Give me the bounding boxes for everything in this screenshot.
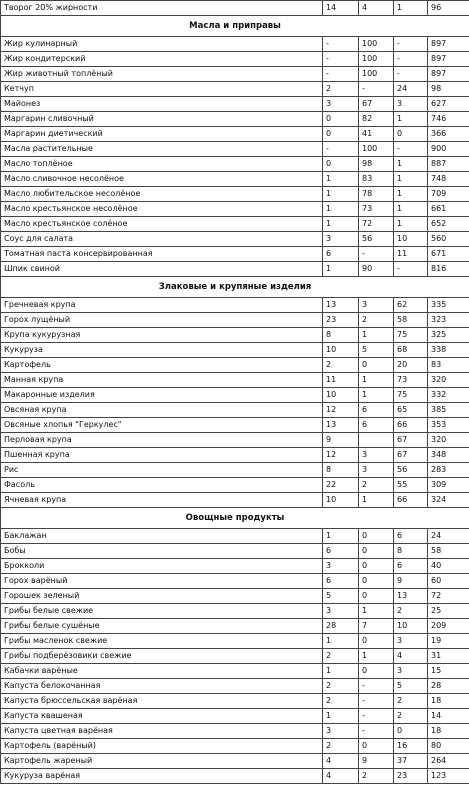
product-name-cell: Перловая крупа: [1, 433, 323, 448]
product-name-cell: Творог 20% жирности: [1, 1, 323, 16]
product-name-cell: Маргарин диетический: [1, 127, 323, 142]
table-row: [1, 649, 469, 664]
calories-cell: 283: [428, 463, 469, 478]
table-row: [1, 217, 469, 232]
calories-cell: 18: [428, 724, 469, 739]
fat-cell: 67: [359, 97, 394, 112]
table-row: [1, 634, 469, 649]
calories-cell: 25: [428, 604, 469, 619]
protein-cell: 3: [323, 559, 359, 574]
calories-cell: 348: [428, 448, 469, 463]
table-row: [1, 388, 469, 403]
section-header-row: [1, 16, 469, 37]
carbs-cell: 6: [394, 559, 428, 574]
product-name-cell: Брокколи: [1, 559, 323, 574]
carbs-cell: 1: [394, 217, 428, 232]
product-name-cell: Фасоль: [1, 478, 323, 493]
carbs-cell: 37: [394, 754, 428, 769]
table-row: [1, 232, 469, 247]
table-row: [1, 262, 469, 277]
fat-cell: -: [359, 679, 394, 694]
table-row: [1, 694, 469, 709]
calories-cell: 309: [428, 478, 469, 493]
table-row: [1, 604, 469, 619]
product-name-cell: Майонез: [1, 97, 323, 112]
fat-cell: 90: [359, 262, 394, 277]
calories-cell: 15: [428, 664, 469, 679]
carbs-cell: 66: [394, 493, 428, 508]
calories-cell: 652: [428, 217, 469, 232]
calories-cell: 709: [428, 187, 469, 202]
calories-cell: 18: [428, 694, 469, 709]
fat-cell: 73: [359, 202, 394, 217]
carbs-cell: 55: [394, 478, 428, 493]
fat-cell: 72: [359, 217, 394, 232]
fat-cell: -: [359, 694, 394, 709]
product-name-cell: Масло топлёное: [1, 157, 323, 172]
protein-cell: -: [323, 37, 359, 52]
calories-cell: 123: [428, 769, 469, 784]
protein-cell: 14: [323, 1, 359, 16]
table-row: [1, 52, 469, 67]
product-name-cell: Масла растительные: [1, 142, 323, 157]
protein-cell: 6: [323, 247, 359, 262]
carbs-cell: 16: [394, 739, 428, 754]
carbs-cell: 9: [394, 574, 428, 589]
table-row: [1, 328, 469, 343]
product-name-cell: Грибы подберёзовики свежие: [1, 649, 323, 664]
table-row: [1, 298, 469, 313]
product-name-cell: Жир кондитерский: [1, 52, 323, 67]
protein-cell: 4: [323, 769, 359, 784]
table-row: [1, 493, 469, 508]
protein-cell: -: [323, 67, 359, 82]
product-name-cell: Бобы: [1, 544, 323, 559]
fat-cell: 0: [359, 544, 394, 559]
protein-cell: 2: [323, 739, 359, 754]
carbs-cell: 2: [394, 694, 428, 709]
product-name-cell: Капуста брюссельская варёная: [1, 694, 323, 709]
fat-cell: 9: [359, 754, 394, 769]
fat-cell: -: [359, 724, 394, 739]
calories-cell: 98: [428, 82, 469, 97]
product-name-cell: Капуста белокочанная: [1, 679, 323, 694]
calories-cell: 96: [428, 1, 469, 16]
calories-cell: 816: [428, 262, 469, 277]
calories-cell: 332: [428, 388, 469, 403]
fat-cell: 0: [359, 574, 394, 589]
calories-cell: 28: [428, 679, 469, 694]
protein-cell: 10: [323, 388, 359, 403]
table-row: [1, 478, 469, 493]
calories-cell: 661: [428, 202, 469, 217]
carbs-cell: 4: [394, 649, 428, 664]
table-row: [1, 403, 469, 418]
table-row: [1, 1, 469, 16]
table-row: [1, 172, 469, 187]
calories-cell: 323: [428, 313, 469, 328]
carbs-cell: -: [394, 37, 428, 52]
calories-cell: 887: [428, 157, 469, 172]
fat-cell: -: [359, 709, 394, 724]
product-name-cell: Масло сливочное несолёное: [1, 172, 323, 187]
calories-cell: 335: [428, 298, 469, 313]
calories-cell: 560: [428, 232, 469, 247]
product-name-cell: Ячневая крупа: [1, 493, 323, 508]
protein-cell: 11: [323, 373, 359, 388]
product-name-cell: Шпик свиной: [1, 262, 323, 277]
calories-cell: 14: [428, 709, 469, 724]
table-row: [1, 724, 469, 739]
fat-cell: 0: [359, 634, 394, 649]
fat-cell: 100: [359, 67, 394, 82]
protein-cell: 2: [323, 649, 359, 664]
fat-cell: 0: [359, 739, 394, 754]
carbs-cell: 1: [394, 157, 428, 172]
product-name-cell: Томатная паста консервированная: [1, 247, 323, 262]
carbs-cell: -: [394, 67, 428, 82]
fat-cell: 100: [359, 37, 394, 52]
fat-cell: 3: [359, 448, 394, 463]
table-row: [1, 127, 469, 142]
table-row: [1, 67, 469, 82]
protein-cell: 23: [323, 313, 359, 328]
carbs-cell: 73: [394, 373, 428, 388]
table-row: [1, 157, 469, 172]
protein-cell: 4: [323, 754, 359, 769]
table-row: [1, 37, 469, 52]
table-row: [1, 433, 469, 448]
table-row: [1, 202, 469, 217]
product-name-cell: Горох лущёный: [1, 313, 323, 328]
fat-cell: 0: [359, 358, 394, 373]
calories-cell: 24: [428, 529, 469, 544]
fat-cell: 2: [359, 313, 394, 328]
carbs-cell: 20: [394, 358, 428, 373]
fat-cell: 0: [359, 589, 394, 604]
table-row: [1, 559, 469, 574]
product-name-cell: Макаронные изделия: [1, 388, 323, 403]
calories-cell: 264: [428, 754, 469, 769]
fat-cell: 1: [359, 328, 394, 343]
carbs-cell: 66: [394, 418, 428, 433]
carbs-cell: 5: [394, 679, 428, 694]
table-row: [1, 373, 469, 388]
calories-cell: 627: [428, 97, 469, 112]
product-name-cell: Грибы масленок свежие: [1, 634, 323, 649]
protein-cell: 3: [323, 97, 359, 112]
protein-cell: 3: [323, 724, 359, 739]
calories-cell: 60: [428, 574, 469, 589]
table-row: [1, 358, 469, 373]
product-name-cell: Масло любительское несолёное: [1, 187, 323, 202]
fat-cell: 100: [359, 52, 394, 67]
product-name-cell: Жир кулинарный: [1, 37, 323, 52]
table-row: [1, 664, 469, 679]
fat-cell: 98: [359, 157, 394, 172]
protein-cell: 1: [323, 217, 359, 232]
product-name-cell: Баклажан: [1, 529, 323, 544]
carbs-cell: 0: [394, 127, 428, 142]
carbs-cell: 1: [394, 187, 428, 202]
protein-cell: 13: [323, 298, 359, 313]
fat-cell: 100: [359, 142, 394, 157]
protein-cell: 1: [323, 709, 359, 724]
section-header-row: [1, 277, 469, 298]
calories-cell: 19: [428, 634, 469, 649]
carbs-cell: -: [394, 52, 428, 67]
fat-cell: 0: [359, 529, 394, 544]
calories-cell: 338: [428, 343, 469, 358]
carbs-cell: 2: [394, 604, 428, 619]
product-name-cell: Масло крестьянское солёное: [1, 217, 323, 232]
calories-cell: 40: [428, 559, 469, 574]
table-row: [1, 679, 469, 694]
table-row: [1, 463, 469, 478]
product-name-cell: Капуста квашеная: [1, 709, 323, 724]
product-name-cell: Картофель (варёный): [1, 739, 323, 754]
calories-cell: 324: [428, 493, 469, 508]
calories-cell: 31: [428, 649, 469, 664]
product-name-cell: Картофель: [1, 358, 323, 373]
calories-cell: 671: [428, 247, 469, 262]
carbs-cell: 8: [394, 544, 428, 559]
protein-cell: 6: [323, 544, 359, 559]
protein-cell: 3: [323, 232, 359, 247]
protein-cell: 1: [323, 664, 359, 679]
carbs-cell: 3: [394, 664, 428, 679]
carbs-cell: 11: [394, 247, 428, 262]
fat-cell: 6: [359, 418, 394, 433]
calories-cell: 353: [428, 418, 469, 433]
carbs-cell: 24: [394, 82, 428, 97]
table-row: [1, 574, 469, 589]
product-name-cell: Картофель жареный: [1, 754, 323, 769]
fat-cell: 1: [359, 493, 394, 508]
section-title: Злаковые и крупяные изделия: [1, 277, 469, 298]
protein-cell: 12: [323, 448, 359, 463]
protein-cell: 1: [323, 187, 359, 202]
product-name-cell: Жир животный топлёный: [1, 67, 323, 82]
calories-cell: 900: [428, 142, 469, 157]
carbs-cell: 65: [394, 403, 428, 418]
carbs-cell: 58: [394, 313, 428, 328]
carbs-cell: 1: [394, 172, 428, 187]
product-name-cell: Грибы белые свежие: [1, 604, 323, 619]
fat-cell: [359, 433, 394, 448]
fat-cell: 1: [359, 373, 394, 388]
calories-cell: 58: [428, 544, 469, 559]
table-row: [1, 313, 469, 328]
protein-cell: 0: [323, 157, 359, 172]
table-row: [1, 97, 469, 112]
carbs-cell: 56: [394, 463, 428, 478]
protein-cell: 0: [323, 127, 359, 142]
table-row: [1, 82, 469, 97]
table-row: [1, 343, 469, 358]
protein-cell: 6: [323, 574, 359, 589]
protein-cell: 9: [323, 433, 359, 448]
table-row: [1, 529, 469, 544]
protein-cell: 8: [323, 463, 359, 478]
calories-cell: 209: [428, 619, 469, 634]
carbs-cell: 75: [394, 328, 428, 343]
calories-cell: 748: [428, 172, 469, 187]
carbs-cell: 3: [394, 634, 428, 649]
calories-cell: 320: [428, 433, 469, 448]
fat-cell: 4: [359, 1, 394, 16]
section-title: Овощные продукты: [1, 508, 469, 529]
fat-cell: 6: [359, 403, 394, 418]
table-row: [1, 769, 469, 784]
fat-cell: 0: [359, 664, 394, 679]
product-name-cell: Кетчуп: [1, 82, 323, 97]
fat-cell: -: [359, 247, 394, 262]
fat-cell: 3: [359, 463, 394, 478]
product-name-cell: Горошек зеленый: [1, 589, 323, 604]
fat-cell: 56: [359, 232, 394, 247]
fat-cell: 3: [359, 298, 394, 313]
calories-cell: 897: [428, 52, 469, 67]
product-name-cell: Овсяные хлопья "Геркулес": [1, 418, 323, 433]
table-row: [1, 142, 469, 157]
protein-cell: 8: [323, 328, 359, 343]
table-row: [1, 544, 469, 559]
calories-cell: 385: [428, 403, 469, 418]
fat-cell: 83: [359, 172, 394, 187]
fat-cell: 1: [359, 388, 394, 403]
protein-cell: 0: [323, 112, 359, 127]
carbs-cell: 68: [394, 343, 428, 358]
carbs-cell: 6: [394, 529, 428, 544]
carbs-cell: 1: [394, 202, 428, 217]
protein-cell: 1: [323, 172, 359, 187]
section-title: Масла и приправы: [1, 16, 469, 37]
fat-cell: 78: [359, 187, 394, 202]
protein-cell: 10: [323, 343, 359, 358]
carbs-cell: 62: [394, 298, 428, 313]
protein-cell: 2: [323, 82, 359, 97]
carbs-cell: 10: [394, 619, 428, 634]
carbs-cell: 1: [394, 112, 428, 127]
product-name-cell: Капуста цветная варёная: [1, 724, 323, 739]
carbs-cell: 13: [394, 589, 428, 604]
protein-cell: 1: [323, 634, 359, 649]
table-row: [1, 589, 469, 604]
fat-cell: 41: [359, 127, 394, 142]
product-name-cell: Крупа кукурузная: [1, 328, 323, 343]
fat-cell: 1: [359, 604, 394, 619]
product-name-cell: Рис: [1, 463, 323, 478]
calories-cell: 325: [428, 328, 469, 343]
table-row: [1, 418, 469, 433]
calories-cell: 80: [428, 739, 469, 754]
protein-cell: 2: [323, 694, 359, 709]
product-name-cell: Грибы белые сушёные: [1, 619, 323, 634]
product-name-cell: Соус для салата: [1, 232, 323, 247]
calories-cell: 72: [428, 589, 469, 604]
protein-cell: 1: [323, 262, 359, 277]
protein-cell: 12: [323, 403, 359, 418]
calories-cell: 83: [428, 358, 469, 373]
carbs-cell: 2: [394, 709, 428, 724]
carbs-cell: 67: [394, 433, 428, 448]
fat-cell: 7: [359, 619, 394, 634]
protein-cell: 28: [323, 619, 359, 634]
carbs-cell: 23: [394, 769, 428, 784]
carbs-cell: 75: [394, 388, 428, 403]
carbs-cell: 10: [394, 232, 428, 247]
calories-cell: 320: [428, 373, 469, 388]
fat-cell: 5: [359, 343, 394, 358]
table-row: [1, 112, 469, 127]
product-name-cell: Кукуруза: [1, 343, 323, 358]
carbs-cell: 3: [394, 97, 428, 112]
product-name-cell: Горох варёный: [1, 574, 323, 589]
protein-cell: 13: [323, 418, 359, 433]
calories-cell: 897: [428, 67, 469, 82]
protein-cell: 2: [323, 358, 359, 373]
protein-cell: 2: [323, 679, 359, 694]
table-row: [1, 448, 469, 463]
fat-cell: -: [359, 82, 394, 97]
carbs-cell: 67: [394, 448, 428, 463]
table-row: [1, 739, 469, 754]
protein-cell: 1: [323, 202, 359, 217]
carbs-cell: -: [394, 262, 428, 277]
table-row: [1, 247, 469, 262]
calories-cell: 746: [428, 112, 469, 127]
table-row: [1, 187, 469, 202]
carbs-cell: 0: [394, 724, 428, 739]
product-name-cell: Кукуруза варёная: [1, 769, 323, 784]
product-name-cell: Маргарин сливочный: [1, 112, 323, 127]
protein-cell: -: [323, 142, 359, 157]
carbs-cell: -: [394, 142, 428, 157]
product-name-cell: Овсяная крупа: [1, 403, 323, 418]
product-name-cell: Пшенная крупа: [1, 448, 323, 463]
protein-cell: 3: [323, 604, 359, 619]
protein-cell: -: [323, 52, 359, 67]
section-header-row: [1, 508, 469, 529]
fat-cell: 2: [359, 478, 394, 493]
table-row: [1, 754, 469, 769]
calories-cell: 366: [428, 127, 469, 142]
protein-cell: 1: [323, 529, 359, 544]
fat-cell: 1: [359, 649, 394, 664]
product-name-cell: Масло крестьянское несолёное: [1, 202, 323, 217]
table-row: [1, 619, 469, 634]
protein-cell: 10: [323, 493, 359, 508]
product-name-cell: Манная крупа: [1, 373, 323, 388]
fat-cell: 2: [359, 769, 394, 784]
protein-cell: 22: [323, 478, 359, 493]
fat-cell: 82: [359, 112, 394, 127]
carbs-cell: 1: [394, 1, 428, 16]
product-name-cell: Кабачки варёные: [1, 664, 323, 679]
product-name-cell: Гречневая крупа: [1, 298, 323, 313]
calories-cell: 897: [428, 37, 469, 52]
protein-cell: 5: [323, 589, 359, 604]
table-row: [1, 709, 469, 724]
fat-cell: 0: [359, 559, 394, 574]
